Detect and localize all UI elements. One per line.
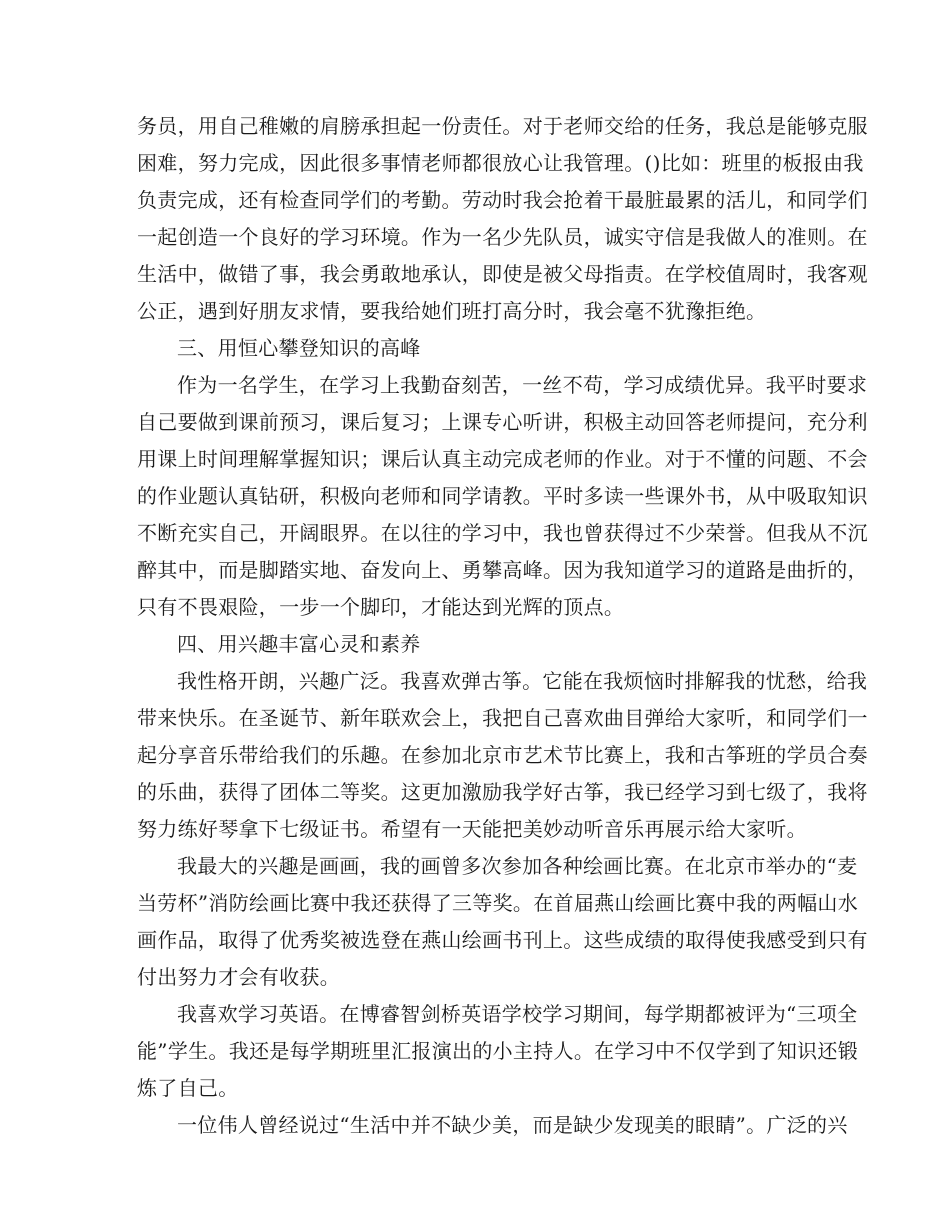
paragraph-line: 付出努力才会有收获。 [137,965,340,989]
section-heading: 四、用兴趣丰富心灵和素养 [177,632,421,656]
paragraph-line: 一位伟人曾经说过“生活中并不缺少美，而是缺少发现美的眼睛”。广泛的兴 [177,1113,848,1137]
paragraph-line: 的乐曲，获得了团体二等奖。这更加激励我学好古筝，我已经学习到七级了，我将 [137,780,868,804]
paragraph-line: 努力练好琴拿下七级证书。希望有一天能把美妙动听音乐再展示给大家听。 [137,817,807,841]
paragraph-line: 不断充实自己，开阔眼界。在以往的学习中，我也曾获得过不少荣誉。但我从不沉 [137,521,868,545]
paragraph-line: 画作品，取得了优秀奖被选登在燕山绘画书刊上。这些成绩的取得使我感受到只有 [137,928,868,952]
paragraph-line: 用课上时间理解掌握知识；课后认真主动完成老师的作业。对于不懂的问题、不会 [137,447,868,471]
paragraph-line: 一起创造一个良好的学习环境。作为一名少先队员，诚实守信是我做人的准则。在 [137,225,868,249]
paragraph-line: 炼了自己。 [137,1076,239,1100]
paragraph-line: 困难，努力完成，因此很多事情老师都很放心让我管理。()比如：班里的板报由我 [137,151,864,175]
paragraph-line: 负责完成，还有检查同学们的考勤。劳动时我会抢着干最脏最累的活儿，和同学们 [137,188,868,212]
paragraph-line: 生活中，做错了事，我会勇敢地承认，即使是被父母指责。在学校值周时，我客观 [137,262,868,286]
paragraph-line: 公正，遇到好朋友求情，要我给她们班打高分时，我会毫不犹豫拒绝。 [137,299,767,323]
paragraph-line: 的作业题认真钻研，积极向老师和同学请教。平时多读一些课外书，从中吸取知识 [137,484,868,508]
paragraph-line: 只有不畏艰险，一步一个脚印，才能达到光辉的顶点。 [137,595,625,619]
paragraph-line: 带来快乐。在圣诞节、新年联欢会上，我把自己喜欢曲目弹给大家听，和同学们一 [137,706,868,730]
paragraph-line: 我喜欢学习英语。在博睿智剑桥英语学校学习期间，每学期都被评为“三项全 [177,1002,858,1026]
section-heading: 三、用恒心攀登知识的高峰 [177,336,421,360]
paragraph-line: 我性格开朗，兴趣广泛。我喜欢弹古筝。它能在我烦恼时排解我的忧愁，给我 [177,669,868,693]
paragraph-line: 起分享音乐带给我们的乐趣。在参加北京市艺术节比赛上，我和古筝班的学员合奏 [137,743,868,767]
paragraph-line: 我最大的兴趣是画画，我的画曾多次参加各种绘画比赛。在北京市举办的“麦 [177,854,858,878]
paragraph-line: 务员，用自己稚嫩的肩膀承担起一份责任。对于老师交给的任务，我总是能够克服 [137,114,868,138]
paragraph-line: 能”学生。我还是每学期班里汇报演出的小主持人。在学习中不仅学到了知识还锻 [137,1039,859,1063]
paragraph-line: 自己要做到课前预习，课后复习；上课专心听讲，积极主动回答老师提问，充分利 [137,410,868,434]
paragraph-line: 作为一名学生，在学习上我勤奋刻苦，一丝不苟，学习成绩优异。我平时要求 [177,373,868,397]
paragraph-line: 当劳杯”消防绘画比赛中我还获得了三等奖。在首届燕山绘画比赛中我的两幅山水 [137,891,859,915]
paragraph-line: 醉其中，而是脚踏实地、奋发向上、勇攀高峰。因为我知道学习的道路是曲折的， [137,558,868,582]
